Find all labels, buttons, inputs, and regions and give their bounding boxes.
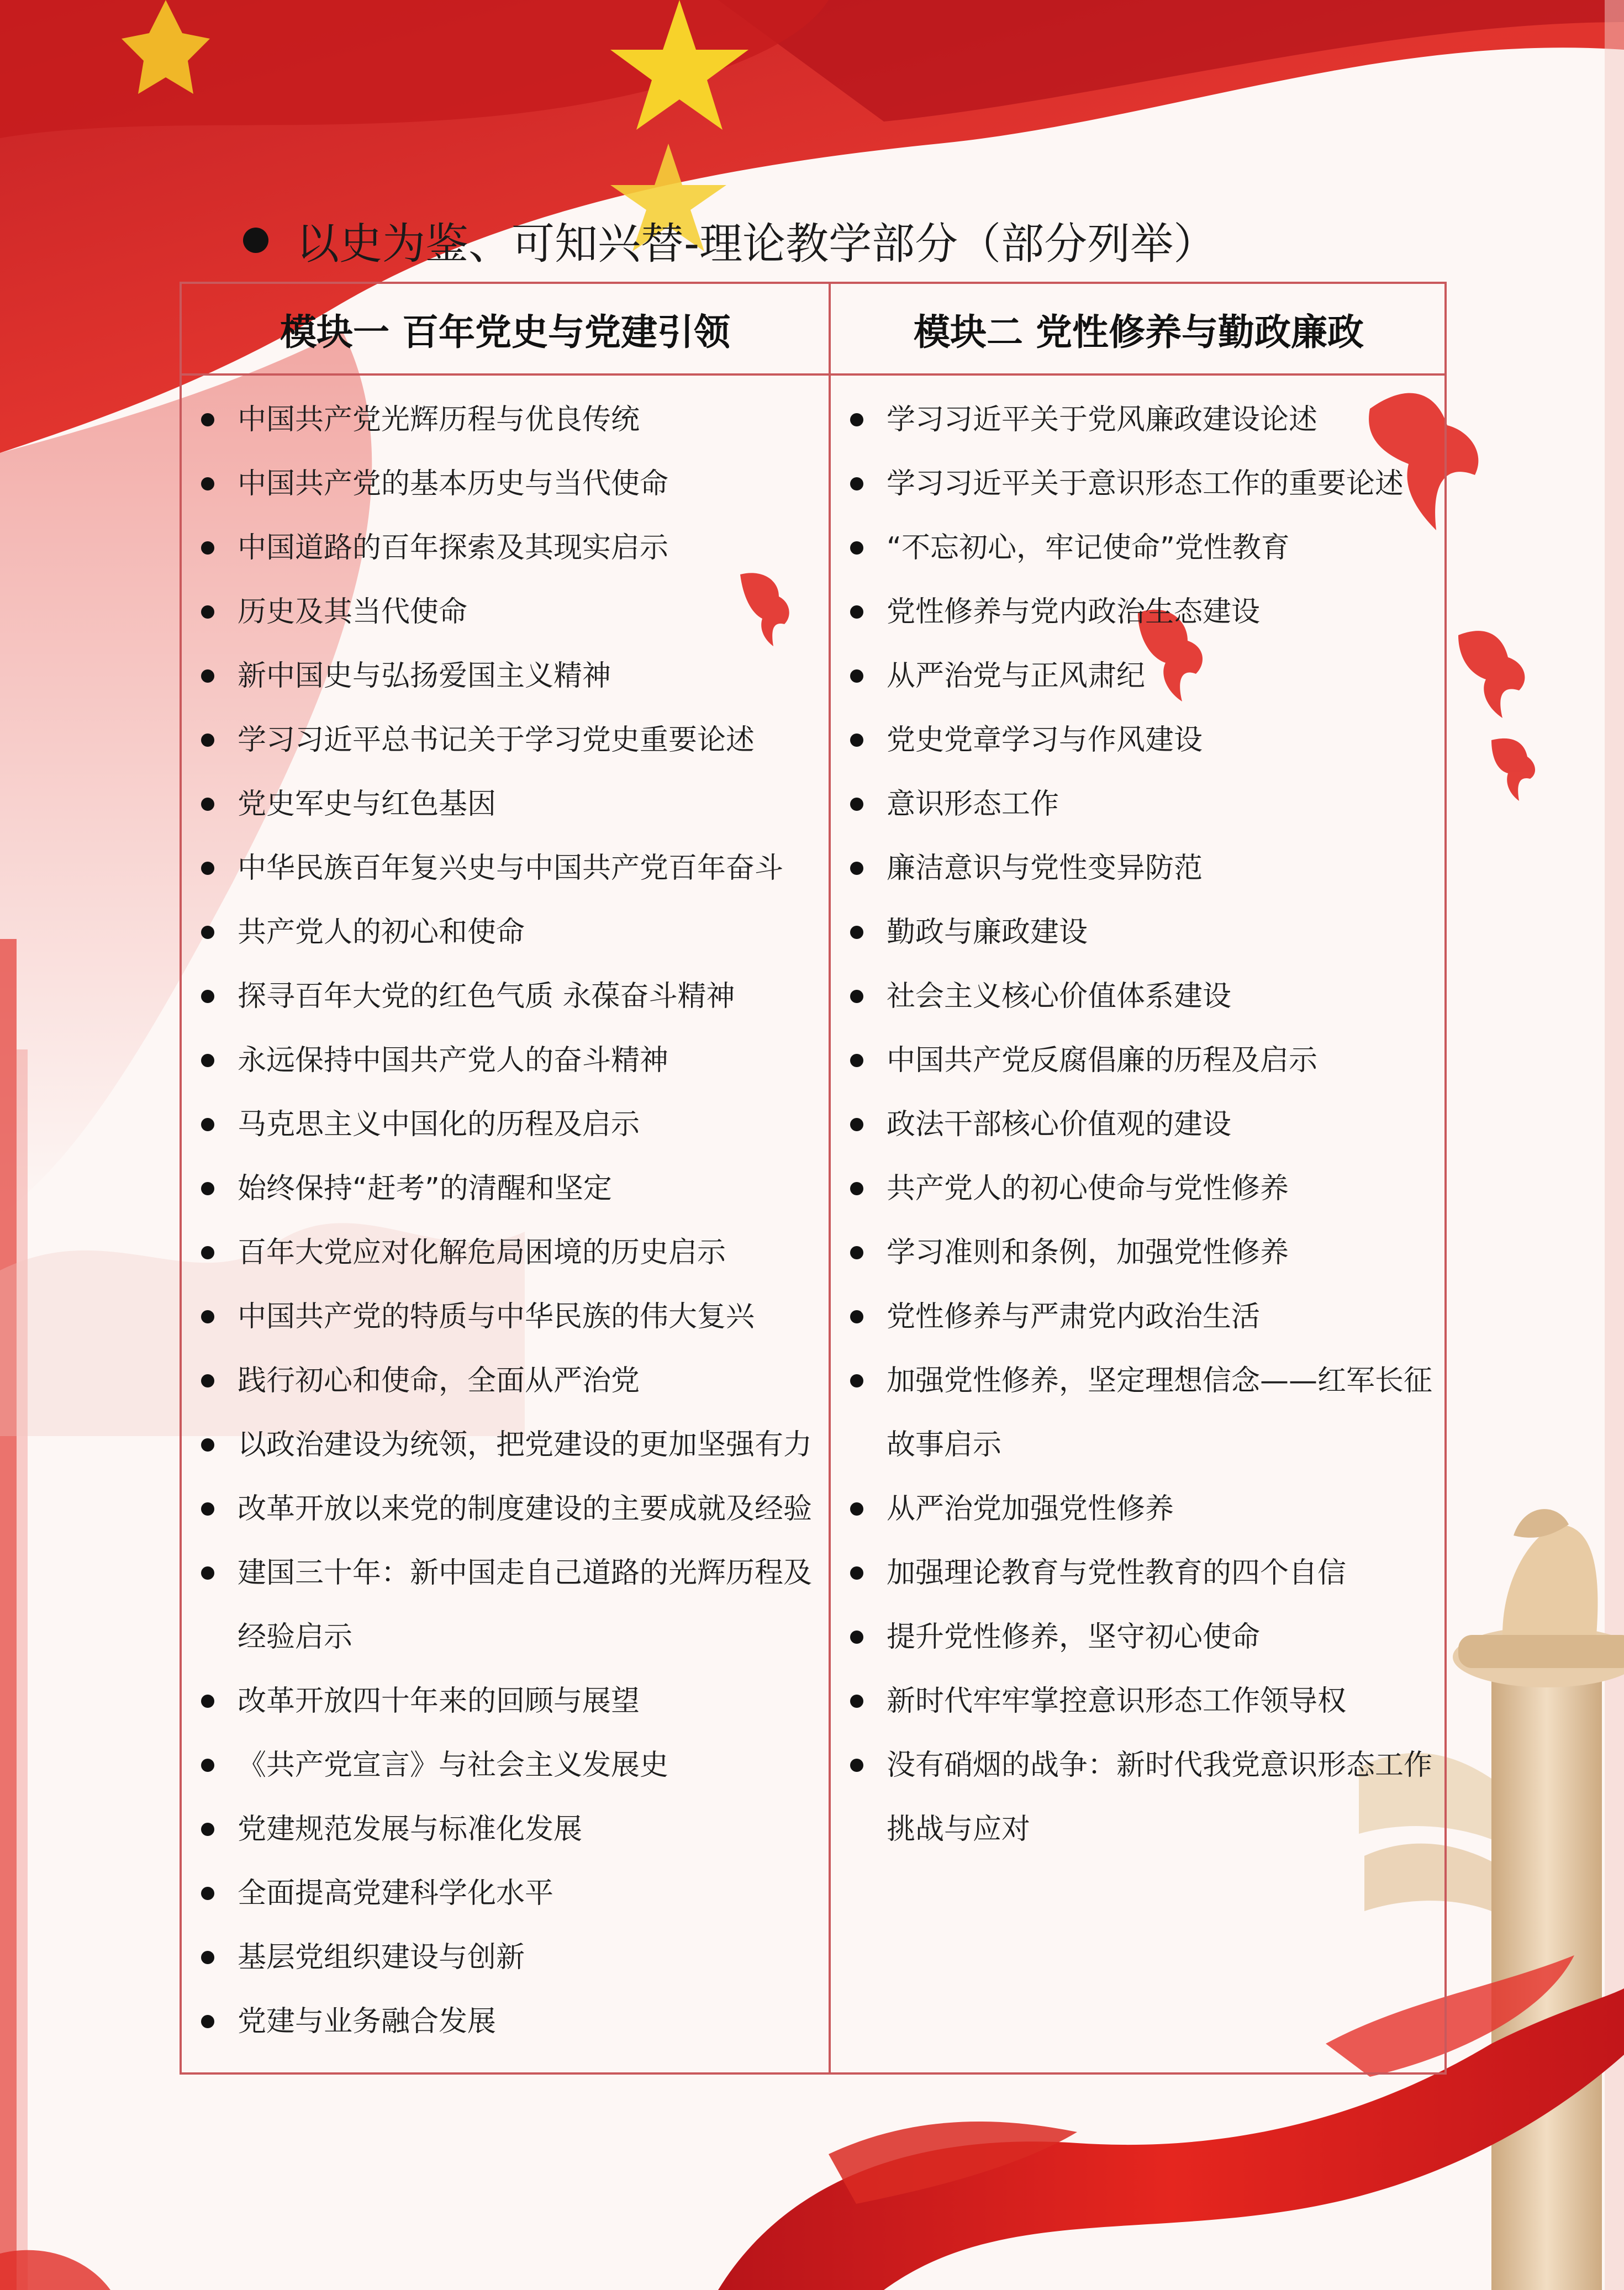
list-item: 共产党人的初心使命与党性修养 (831, 1157, 1444, 1221)
bullet-icon (201, 1823, 214, 1836)
bullet-icon (201, 1438, 214, 1452)
bullet-icon (850, 541, 863, 555)
bullet-icon (201, 1951, 214, 1964)
list-item: “不忘初心，牢记使命”党性教育 (831, 516, 1444, 580)
bullet-icon (850, 1182, 863, 1195)
module-one-header: 模块一 百年党史与党建引领 (280, 310, 730, 353)
bullet-icon (201, 413, 214, 426)
list-item: 学习准则和条例，加强党性修养 (831, 1221, 1444, 1285)
list-item: 探寻百年大党的红色气质 永葆奋斗精神 (182, 964, 829, 1028)
bullet-icon (850, 1695, 863, 1708)
list-item: 没有硝烟的战争：新时代我党意识形态工作挑战与应对 (831, 1733, 1444, 1861)
bullet-icon (850, 862, 863, 875)
bullet-icon (201, 862, 214, 875)
bullet-icon (850, 1566, 863, 1580)
list-item: 马克思主义中国化的历程及启示 (182, 1093, 829, 1157)
list-item: 共产党人的初心和使命 (182, 900, 829, 964)
list-item: 党史党章学习与作风建设 (831, 708, 1444, 772)
list-item: 践行初心和使命，全面从严治党 (182, 1349, 829, 1413)
header-divider (182, 373, 1444, 376)
list-item: 建国三十年：新中国走自己道路的光辉历程及经验启示 (182, 1541, 829, 1669)
list-item: 百年大党应对化解危局困境的历史启示 (182, 1221, 829, 1285)
list-item: 从严治党与正风肃纪 (831, 644, 1444, 708)
list-item: 加强党性修养，坚定理想信念——红军长征故事启示 (831, 1349, 1444, 1477)
list-item: 全面提高党建科学化水平 (182, 1861, 829, 1925)
bullet-icon (850, 798, 863, 811)
bullet-icon (850, 1759, 863, 1772)
bullet-icon (850, 669, 863, 683)
module-one-list (182, 388, 829, 2054)
list-item: 新时代牢牢掌控意识形态工作领导权 (831, 1669, 1444, 1733)
list-item: 改革开放以来党的制度建设的主要成就及经验 (182, 1477, 829, 1541)
bullet-icon (201, 1246, 214, 1259)
bullet-icon (201, 1695, 214, 1708)
list-item: 中国共产党的特质与中华民族的伟大复兴 (182, 1285, 829, 1349)
bullet-icon (850, 1631, 863, 1644)
bullet-icon (850, 734, 863, 747)
list-item: 永远保持中国共产党人的奋斗精神 (182, 1028, 829, 1093)
list-item: 社会主义核心价值体系建设 (831, 964, 1444, 1028)
section-title: 以史为鉴、可知兴替-理论教学部分（部分列举） (296, 219, 1217, 269)
list-item: 党建规范发展与标准化发展 (182, 1797, 829, 1861)
list-item: 政法干部核心价值观的建设 (831, 1093, 1444, 1157)
list-item: 中国共产党反腐倡廉的历程及启示 (831, 1028, 1444, 1093)
bullet-icon (850, 477, 863, 490)
list-item: 廉洁意识与党性变异防范 (831, 836, 1444, 900)
list-item: 改革开放四十年来的回顾与展望 (182, 1669, 829, 1733)
list-item: 提升党性修养，坚守初心使命 (831, 1605, 1444, 1669)
bullet-icon (201, 605, 214, 619)
list-item: 党建与业务融合发展 (182, 1990, 829, 2054)
bullet-icon (201, 477, 214, 490)
bullet-icon (201, 1118, 214, 1131)
list-item: 党性修养与严肃党内政治生活 (831, 1285, 1444, 1349)
bullet-icon (201, 1310, 214, 1323)
bullet-icon (850, 1310, 863, 1323)
list-item: 勤政与廉政建设 (831, 900, 1444, 964)
bullet-icon (201, 926, 214, 939)
bullet-icon (201, 541, 214, 555)
course-table (180, 282, 1447, 2075)
list-item: 新中国史与弘扬爱国主义精神 (182, 644, 829, 708)
bullet-icon (850, 1246, 863, 1259)
list-item: 《共产党宣言》与社会主义发展史 (182, 1733, 829, 1797)
list-item: 中国道路的百年探索及其现实启示 (182, 516, 829, 580)
bullet-icon (850, 605, 863, 619)
bullet-icon (201, 1887, 214, 1900)
section-title-row (243, 213, 1216, 268)
module-two-header: 模块二 党性修养与勤政廉政 (914, 310, 1364, 353)
bullet-icon (201, 1566, 214, 1580)
bullet-icon (201, 1054, 214, 1067)
bullet-icon (850, 1054, 863, 1067)
list-item: 党性修养与党内政治生态建设 (831, 580, 1444, 644)
bullet-icon (850, 990, 863, 1003)
list-item: 学习习近平总书记关于学习党史重要论述 (182, 708, 829, 772)
module-two-list (831, 388, 1444, 1861)
list-item: 学习习近平关于意识形态工作的重要论述 (831, 452, 1444, 516)
list-item: 从严治党加强党性修养 (831, 1477, 1444, 1541)
list-item: 意识形态工作 (831, 772, 1444, 836)
bullet-icon (201, 1374, 214, 1387)
list-item: 中国共产党光辉历程与优良传统 (182, 388, 829, 452)
bullet-icon (201, 798, 214, 811)
list-item: 学习习近平关于党风廉政建设论述 (831, 388, 1444, 452)
list-item: 中国共产党的基本历史与当代使命 (182, 452, 829, 516)
bullet-icon (850, 926, 863, 939)
list-item: 以政治建设为统领，把党建设的更加坚强有力 (182, 1413, 829, 1477)
bullet-icon (850, 1118, 863, 1131)
bullet-icon (201, 1502, 214, 1516)
bullet-icon (201, 734, 214, 747)
bullet-icon (201, 1182, 214, 1195)
bullet-icon (201, 2015, 214, 2028)
bullet-icon (850, 1374, 863, 1387)
list-item: 党史军史与红色基因 (182, 772, 829, 836)
list-item: 基层党组织建设与创新 (182, 1925, 829, 1990)
bullet-icon (850, 413, 863, 426)
list-item: 加强理论教育与党性教育的四个自信 (831, 1541, 1444, 1605)
bullet-icon (850, 1502, 863, 1516)
bullet-icon (201, 1759, 214, 1772)
list-item: 始终保持“赶考”的清醒和坚定 (182, 1157, 829, 1221)
list-item: 历史及其当代使命 (182, 580, 829, 644)
list-item: 中华民族百年复兴史与中国共产党百年奋斗 (182, 836, 829, 900)
bullet-icon (201, 990, 214, 1003)
bullet-icon (201, 669, 214, 683)
bullet-icon (243, 228, 268, 253)
